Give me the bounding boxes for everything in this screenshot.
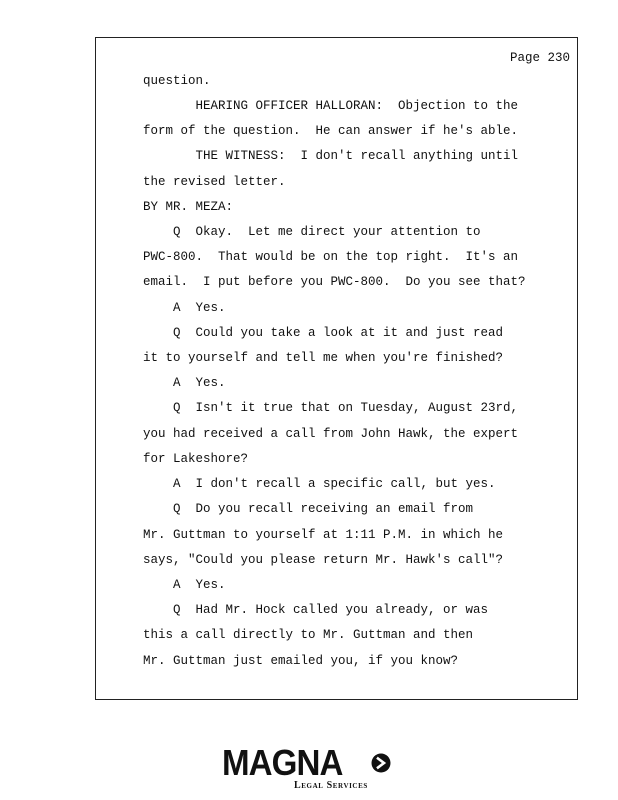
transcript-line: A Yes. [143, 376, 226, 390]
transcript-line: email. I put before you PWC-800. Do you see that? [143, 275, 526, 289]
transcript-line: Mr. Guttman to yourself at 1:11 P.M. in which he [143, 528, 504, 542]
transcript-line: question. [143, 74, 211, 88]
transcript-line: the revised letter. [143, 175, 286, 189]
transcript-line: for Lakeshore? [143, 452, 249, 466]
transcript-line: BY MR. MEZA: [143, 200, 234, 214]
transcript-line: A I don't recall a specific call, but yes. [143, 477, 496, 491]
transcript-line: Q Isn't it true that on Tuesday, August 23rd, [143, 401, 519, 415]
transcript-line: Mr. Guttman just emailed you, if you know? [143, 654, 459, 668]
transcript-line: Q Okay. Let me direct your attention to [143, 225, 481, 239]
transcript-line: HEARING OFFICER HALLORAN: Objection to the [143, 99, 519, 113]
logo-subtitle: Legal Services [294, 780, 368, 791]
transcript-line: it to yourself and tell me when you're finished? [143, 351, 504, 365]
transcript-line: this a call directly to Mr. Guttman and then [143, 628, 474, 642]
magna-logo [222, 744, 397, 794]
transcript-line: A Yes. [143, 301, 226, 315]
transcript-line: Q Could you take a look at it and just read [143, 326, 504, 340]
transcript-line: says, "Could you please return Mr. Hawk's call"? [143, 553, 504, 567]
transcript-line: Q Do you recall receiving an email from [143, 502, 474, 516]
logo-wordmark: MAGNA [222, 742, 343, 783]
transcript-line: PWC-800. That would be on the top right. It's an [143, 250, 519, 264]
transcript-line: A Yes. [143, 578, 226, 592]
transcript-line: Q Had Mr. Hock called you already, or was [143, 603, 489, 617]
arrow-circle-icon [371, 753, 391, 773]
transcript-line: THE WITNESS: I don't recall anything until [143, 149, 519, 163]
page-number: Page 230 [510, 51, 571, 65]
transcript-line: form of the question. He can answer if he's able. [143, 124, 519, 138]
transcript-line: you had received a call from John Hawk, the expert [143, 427, 519, 441]
